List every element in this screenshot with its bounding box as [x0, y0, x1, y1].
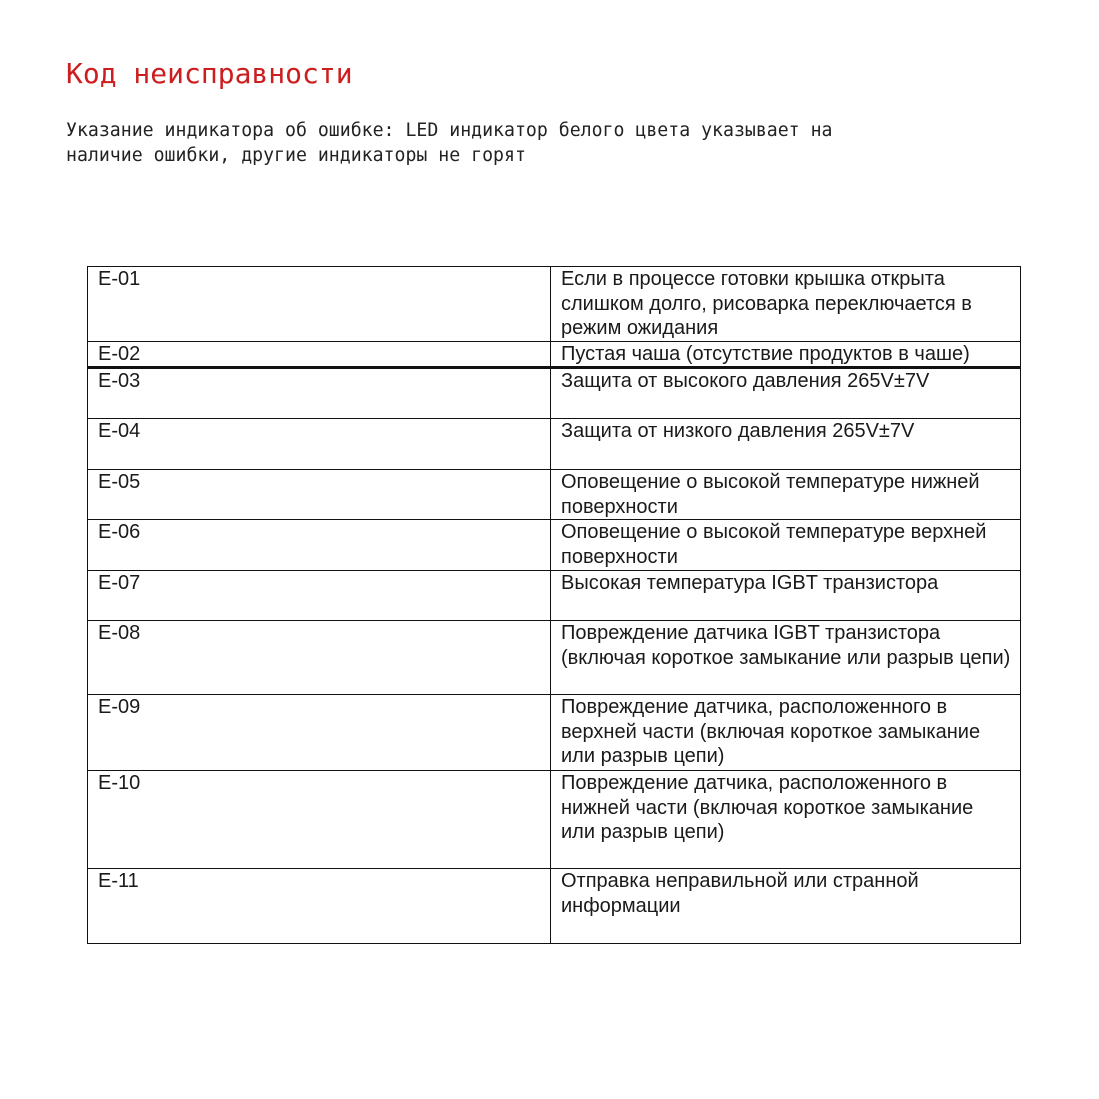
page-title: Код неисправности — [66, 57, 353, 90]
table-row — [88, 869, 1021, 944]
error-code-cell: E-03 — [88, 368, 551, 419]
error-description-cell: Если в процессе готовки крышка открыта слишком долго, рисоварка переключается в режим ожидания — [551, 267, 1021, 342]
error-description-cell: Повреждение датчика, расположенного в нижней части (включая короткое замыкание или разрыв цепи) — [551, 771, 1021, 869]
error-code-cell: E-11 — [88, 869, 551, 944]
error-code-cell: E-07 — [88, 571, 551, 621]
table-row — [88, 341, 1021, 368]
intro-paragraph — [66, 118, 1026, 168]
error-description-cell: Отправка неправильной или странной информации — [551, 869, 1021, 944]
table-row — [88, 571, 1021, 621]
intro-line-2: наличие ошибки, другие индикаторы не горят — [66, 145, 526, 166]
error-code-cell: E-09 — [88, 695, 551, 771]
error-description-cell: Защита от высокого давления 265V±7V — [551, 368, 1021, 419]
error-description-cell: Оповещение о высокой температуре верхней поверхности — [551, 520, 1021, 571]
error-description-cell: Высокая температура IGBT транзистора — [551, 571, 1021, 621]
table-row — [88, 267, 1021, 342]
table-row — [88, 520, 1021, 571]
error-description-cell: Повреждение датчика IGBT транзистора (включая короткое замыкание или разрыв цепи) — [551, 621, 1021, 695]
table-row — [88, 419, 1021, 470]
error-code-cell: E-10 — [88, 771, 551, 869]
table-row — [88, 621, 1021, 695]
error-description-cell: Защита от низкого давления 265V±7V — [551, 419, 1021, 470]
error-code-cell: E-05 — [88, 470, 551, 520]
intro-line-1: Указание индикатора об ошибке: LED индикатор белого цвета указывает на — [66, 120, 833, 141]
error-code-cell: E-06 — [88, 520, 551, 571]
error-code-cell: E-04 — [88, 419, 551, 470]
error-code-cell: E-08 — [88, 621, 551, 695]
error-description-cell: Повреждение датчика, расположенного в верхней части (включая короткое замыкание или разрыв цепи) — [551, 695, 1021, 771]
table-row — [88, 771, 1021, 869]
table-row — [88, 470, 1021, 520]
error-code-cell: E-02 — [88, 341, 551, 368]
error-description-cell: Оповещение о высокой температуре нижней поверхности — [551, 470, 1021, 520]
table-row — [88, 368, 1021, 419]
table-row — [88, 695, 1021, 771]
error-codes-table — [87, 266, 1021, 944]
error-code-cell: E-01 — [88, 267, 551, 342]
error-description-cell: Пустая чаша (отсутствие продуктов в чаше) — [551, 341, 1021, 368]
